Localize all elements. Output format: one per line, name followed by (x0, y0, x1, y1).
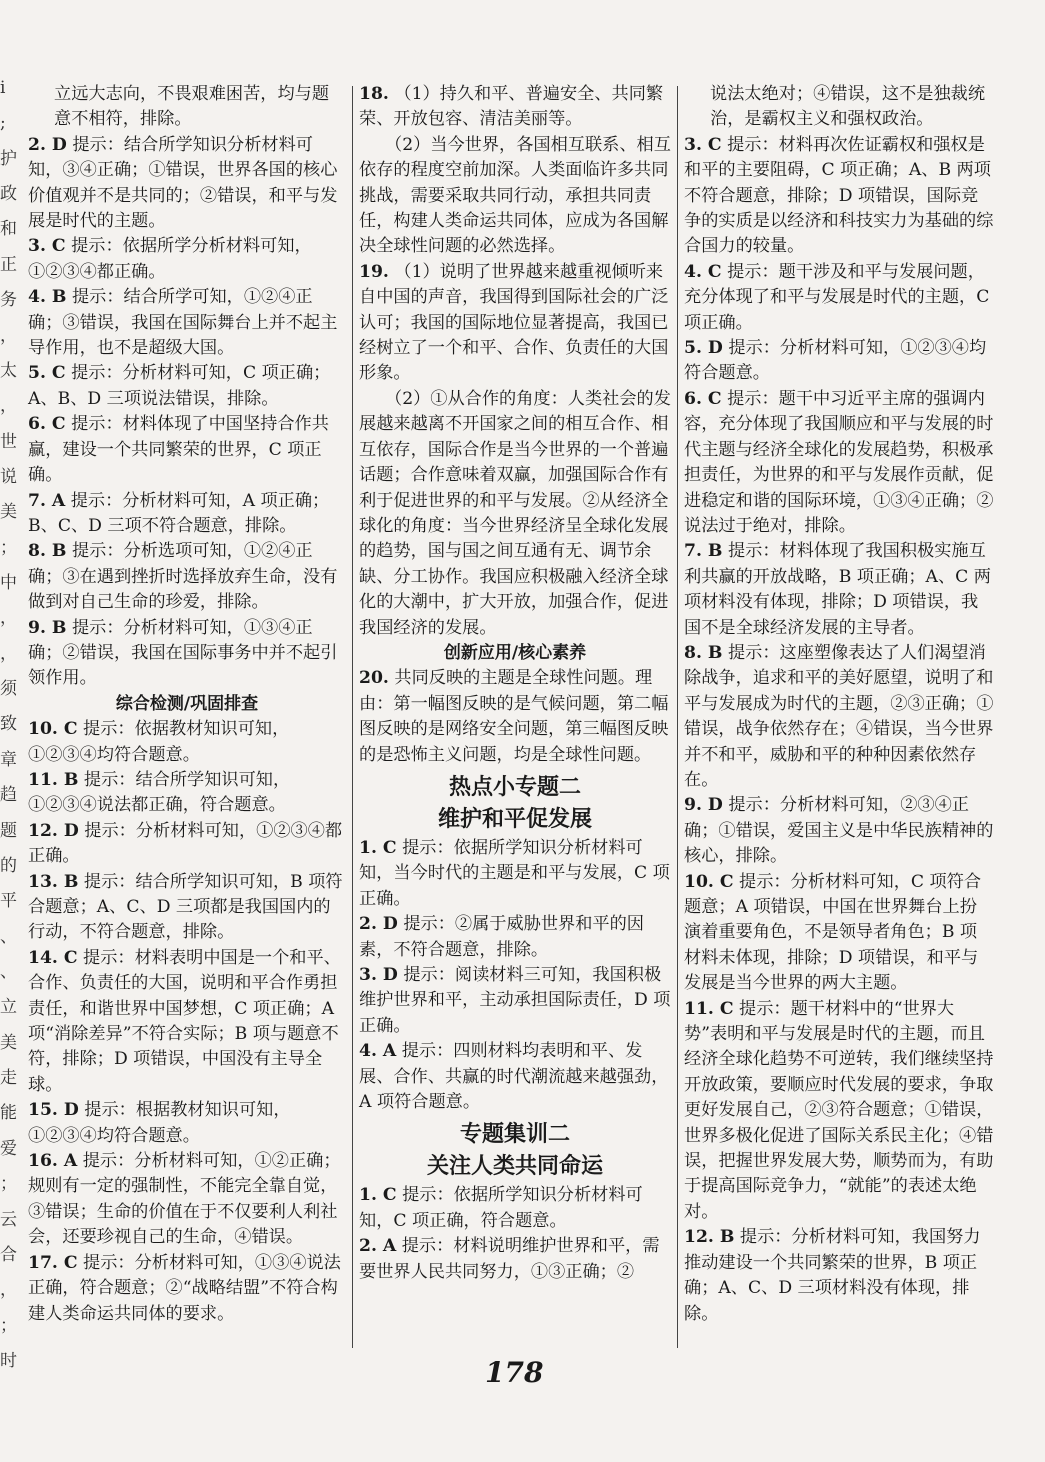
answer-text: 提示：分析材料可知，C 项正确；A、B、D 三项说法错误，排除。 (28, 363, 331, 409)
edge-fragment: 趋 (0, 785, 17, 806)
question-number: 1. C (359, 1185, 397, 1206)
topic-title (359, 1119, 671, 1183)
edge-fragment: 能 (0, 1103, 17, 1124)
answer-entry (684, 793, 994, 869)
answer-entry (28, 946, 346, 1098)
question-number: 2. A (359, 1236, 397, 1257)
answer-entry (28, 489, 346, 540)
answer-entry (359, 1183, 671, 1234)
edge-fragment: 、 (0, 926, 17, 947)
page-number: 178 (485, 1356, 544, 1389)
answer-text: 提示：材料再次佐证霸权和强权是和平的主要阻碍，C 项正确；A、B 两项不符合题意，排除；D 项错误，国际竞争的实质是以经济和科技实力为基础的综合国力的较量。 (684, 134, 994, 257)
answer-text: 提示：阅读材料三可知，我国积极维护世界和平，主动承担国际责任，D 项正确。 (359, 965, 671, 1036)
answer-entry (28, 1098, 346, 1149)
answer-list (28, 717, 346, 1327)
answer-text: 提示：分析材料可知，C 项符合题意；A 项错误，中国在世界舞台上扮演着重要角色，不是领导者角色；B 项材料未体现，排除；D 项错误，和平与发展是当今世界的两大主题。 (684, 871, 982, 994)
answer-text: 提示：这座塑像表达了人们渴望消除战争，追求和平的美好愿望，说明了和平与发展成为时代的主题，②③正确；①错误，战争依然存在；④错误，当今世界并不和平，威胁和平的种种因素依然存在。 (684, 642, 994, 790)
edge-fragment: 合 (0, 1244, 17, 1265)
question-number: 9. D (684, 795, 723, 816)
column-left (28, 82, 346, 1327)
question-number: 1. C (359, 837, 397, 858)
question-number: 8. B (28, 541, 67, 562)
answer-text: 提示：依据教材知识可知，①②③④均符合题意。 (28, 719, 290, 765)
question-number: 12. D (28, 820, 79, 841)
answer-text-extra: （2）当今世界，各国相互联系、相互依存的程度空前加深。人类面临许多共同挑战，需要采取共同行动，承担共同责任，构建人类命运共同体，应成为各国解决全球性问题的必然选择。 (359, 134, 671, 257)
answer-text: 提示：依据所学知识分析材料可知，C 项正确，符合题意。 (359, 1185, 643, 1231)
edge-fragment: 美 (0, 1032, 17, 1053)
question-number: 2. D (28, 134, 67, 155)
edge-fragment: 说 (0, 466, 17, 487)
edge-fragment: 中 (0, 573, 17, 594)
question-number: 9. B (28, 617, 67, 638)
answer-list (359, 836, 671, 1115)
section-heading: 创新应用/核心素养 (443, 642, 587, 663)
edge-fragment: ， (0, 608, 17, 629)
answer-text: 提示：结合所学知识可知，B 项符合题意；A、C、D 三项都是我国国内的行动，不符合题意，排除。 (28, 871, 343, 943)
answer-entry (684, 539, 994, 641)
answer-text: 提示：材料说明维护世界和平，需要世界人民共同努力，①③正确；② (359, 1236, 660, 1282)
edge-fragment: 美 (0, 502, 17, 523)
answer-entry (684, 1225, 994, 1327)
answer-text: 提示：题干中习近平主席的强调内容，充分体现了我国顺应和平与发展的时代主题与经济全球化的发展趋势，积极承担责任，为世界的和平与发展作贡献，促进稳定和谐的国际环境，①③④正确；②说法过于绝对，排除。 (684, 388, 994, 536)
answer-entry (28, 1149, 346, 1251)
answer-text: 提示：②属于威胁世界和平的因素，不符合题意，排除。 (359, 914, 644, 960)
edge-fragment: 须 (0, 679, 17, 700)
answer-entry (359, 260, 671, 641)
edge-fragment: 爱 (0, 1138, 17, 1159)
edge-fragment: 、 (0, 961, 17, 982)
edge-fragment: 政 (0, 184, 17, 205)
answer-entry (28, 1251, 346, 1327)
answer-entry (28, 412, 346, 488)
answer-entry (684, 387, 994, 539)
answer-text: 提示：分析材料可知，①③④正确；②错误，我国在国际事务中并不起引领作用。 (28, 617, 338, 689)
continued-text: 说法太绝对；④错误，这不是独裁统治，是霸权主义和强权政治。 (710, 84, 986, 130)
question-number: 8. B (684, 642, 723, 663)
answer-entry (684, 641, 994, 793)
answer-entry (359, 82, 671, 260)
answer-text: 提示：材料体现了我国积极实施互利共赢的开放战略，B 项正确；A、C 两项材料没有体现，排除；D 项错误，我国不是全球经济发展的主导者。 (684, 541, 991, 638)
answer-entry (684, 870, 994, 997)
question-number: 10. C (684, 871, 734, 892)
question-number: 7. A (28, 490, 66, 511)
edge-fragment: ， (0, 643, 17, 664)
edge-fragment: 的 (0, 855, 17, 876)
edge-fragment: ； (0, 1315, 17, 1336)
topic-title-line: 关注人类共同命运 (426, 1154, 603, 1180)
edge-fragment: ， (0, 1280, 17, 1301)
answer-entry (28, 768, 346, 819)
answer-text: 提示：根据教材知识可知，①②③④均符合题意。 (28, 1100, 291, 1146)
answer-text: 提示：分析材料可知，②③④正确；①错误，爱国主义是中华民族精神的核心，排除。 (684, 795, 994, 867)
answer-entry (28, 133, 346, 235)
answer-entry (684, 997, 994, 1226)
answer-text: 共同反映的主题是全球性问题。理由：第一幅图反映的是气候问题，第二幅图反映的是网络安全问题，第三幅图反映的是恐怖主义问题，均是全球性问题。 (359, 668, 669, 765)
question-number: 10. C (28, 719, 78, 740)
question-number: 6. C (28, 414, 66, 435)
section-heading: 综合检测/巩固排查 (115, 693, 259, 714)
question-number: 13. B (28, 871, 79, 892)
answer-text: （1）说明了世界越来越重视倾听来自中国的声音，我国得到国际社会的广泛认可；我国的国际地位显著提高，我国已经树立了一个和平、合作、负责任的大国形象。 (359, 261, 669, 384)
answer-entry (28, 819, 346, 870)
answer-text: 提示：结合所学知识分析材料可知，③④正确；①错误，世界各国的核心价值观并不是共同的；②错误，和平与发展是时代的主题。 (28, 134, 338, 232)
question-number: 18. (359, 84, 389, 104)
answer-text: 提示：结合所学可知，①②④正确；③错误，我国在国际舞台上并不起主导作用，也不是超级大国。 (28, 287, 338, 359)
answer-entry (28, 616, 346, 692)
edge-fragment: 时 (0, 1350, 17, 1371)
question-number: 11. C (684, 998, 734, 1019)
left-edge-fragments (0, 80, 16, 1370)
edge-fragment: i (0, 78, 6, 98)
edge-fragment: ， (0, 325, 17, 346)
edge-fragment: 致 (0, 714, 17, 735)
answer-text: 提示：分析材料可知，①②③④都正确。 (28, 820, 343, 867)
answer-text: 提示：依据所学知识分析材料可知，当今时代的主题是和平与发展，C 项正确。 (359, 837, 670, 909)
question-number: 17. C (28, 1252, 78, 1273)
question-number: 3. C (684, 134, 722, 155)
answer-entry (359, 963, 671, 1039)
question-number: 11. B (28, 769, 79, 790)
answer-entry (28, 361, 346, 412)
question-number: 4. C (684, 261, 722, 282)
edge-fragment: 和 (0, 219, 17, 240)
edge-fragment: ; (0, 113, 6, 134)
question-number: 2. D (359, 914, 398, 935)
question-number: 19. (359, 261, 389, 282)
answer-list (684, 133, 994, 1327)
answer-list (28, 133, 346, 692)
answer-list (359, 82, 671, 641)
question-number: 6. C (684, 388, 722, 409)
answer-entry (28, 870, 346, 946)
edge-fragment: 走 (0, 1068, 17, 1089)
question-number: 16. A (28, 1151, 78, 1172)
question-number: 7. B (684, 541, 723, 562)
question-number: 14. C (28, 947, 78, 968)
answer-entry (359, 1039, 671, 1115)
answer-entry (28, 285, 346, 361)
question-number: 15. D (28, 1100, 79, 1121)
answer-entry (28, 717, 346, 768)
answer-text: 提示：题干涉及和平与发展问题，充分体现了和平与发展是时代的主题，C 项正确。 (684, 261, 990, 333)
edge-fragment: 务 (0, 290, 17, 311)
question-number: 3. C (28, 236, 66, 257)
question-number: 4. A (359, 1041, 397, 1062)
topic-title-line: 热点小专题二 (448, 774, 581, 800)
answer-entry (684, 260, 994, 336)
answer-text: 提示：材料表明中国是一个和平、合作、负责任的大国，说明和平合作勇担责任，和谐世界中国梦想，C 项正确；A 项“消除差异”不符合实际；B 项与题意不符，排除；D 项错误，中国没有主导全球。 (28, 947, 341, 1095)
edge-fragment: 平 (0, 891, 17, 912)
topic-title-line: 维护和平促发展 (437, 806, 592, 832)
answer-entry (359, 1234, 671, 1285)
answer-entry (684, 336, 994, 387)
answer-entry (28, 234, 346, 285)
answer-text: （1）持久和平、普遍安全、共同繁荣、开放包容、清洁美丽等。 (359, 84, 664, 130)
answer-text: 提示：分析选项可知，①②④正确；③在遇到挫折时选择放弃生命，没有做到对自己生命的珍爱，排除。 (28, 541, 338, 613)
question-number: 20. (359, 668, 389, 689)
answer-text-extra: （2）①从合作的角度：人类社会的发展越来越离不开国家之间的相互合作、相互依存，国际合作是当今世界的一个普遍话题；合作意味着双赢，加强国际合作有利于促进世界的和平与发展。②从经济全球化的角度：当今世界经济呈全球化发展的趋势，国与国之间互通有无、调节余缺、分工协作。我国应积极融入经济全球化的大潮中，扩大开放，加强合作，促进我国经济的发展。 (359, 388, 671, 638)
topic-title (359, 772, 671, 836)
edge-fragment: ； (0, 537, 17, 558)
edge-fragment: ； (0, 1174, 17, 1195)
answer-text: 提示：分析材料可知，我国努力推动建设一个共同繁荣的世界，B 项正确；A、C、D 三项材料没有体现，排除。 (684, 1227, 981, 1324)
edge-fragment: 题 (0, 820, 17, 841)
edge-fragment: ， (0, 396, 17, 417)
question-number: 4. B (28, 287, 67, 308)
column-divider-left (352, 86, 353, 1348)
edge-fragment: 章 (0, 749, 17, 770)
answer-entry (359, 912, 671, 963)
answer-entry (684, 133, 994, 260)
answer-text: 提示：分析材料可知，A 项正确；B、C、D 三项不符合题意，排除。 (28, 490, 330, 536)
answer-entry (359, 836, 671, 912)
answer-entry (28, 539, 346, 615)
answer-text: 提示：题干材料中的“世界大势”表明和平与发展是时代的主题，而且经济全球化趋势不可逆转，我们继续坚持开放政策，要顺应时代发展的要求，争取更好发展自己，②③符合题意；①错误，世界多极化促进了国际关系民主化；④错误，把握世界发展大势，顺势而为，有助于提高国际竞争力，“就能”的表述太绝对。 (684, 998, 994, 1222)
continued-text: 立远大志向，不畏艰难困苦，均与题意不相符，排除。 (54, 84, 330, 130)
question-number: 5. C (28, 363, 66, 384)
edge-fragment: 世 (0, 431, 17, 452)
edge-fragment: 护 (0, 148, 17, 169)
column-middle (359, 82, 671, 1285)
edge-fragment: 太 (0, 360, 17, 381)
column-right (684, 82, 994, 1327)
answer-entry (359, 666, 671, 768)
answer-text: 提示：分析材料可知，①③④说法正确，符合题意；②“战略结盟”不符合构建人类命运共同体的要求。 (28, 1252, 341, 1324)
question-number: 3. D (359, 965, 398, 985)
answer-list (359, 1183, 671, 1285)
edge-fragment: 云 (0, 1209, 17, 1230)
answer-text: 提示：分析材料可知，①②③④均符合题意。 (684, 338, 987, 384)
edge-fragment: 立 (0, 997, 17, 1018)
answer-text: 提示：结合所学知识可知，①②③④说法都正确，符合题意。 (28, 769, 291, 816)
edge-fragment: 正 (0, 254, 17, 275)
answer-text: 提示：分析材料可知，①②正确；规则有一定的强制性，不能完全靠自觉，③错误；生命的价值在于不仅要利人利社会，还要珍视自己的生命，④错误。 (28, 1151, 341, 1248)
answer-text: 提示：四则材料均表明和平、发展、合作、共赢的时代潮流越来越强劲，A 项符合题意。 (359, 1041, 669, 1113)
answer-text: 提示：依据所学分析材料可知，①②③④都正确。 (28, 236, 312, 282)
question-number: 5. D (684, 338, 723, 359)
answer-text: 提示：材料体现了中国坚持合作共赢，建设一个共同繁荣的世界，C 项正确。 (28, 414, 329, 486)
column-divider-right (677, 86, 678, 1348)
topic-title-line: 专题集训二 (459, 1122, 570, 1148)
question-number: 12. B (684, 1227, 735, 1248)
